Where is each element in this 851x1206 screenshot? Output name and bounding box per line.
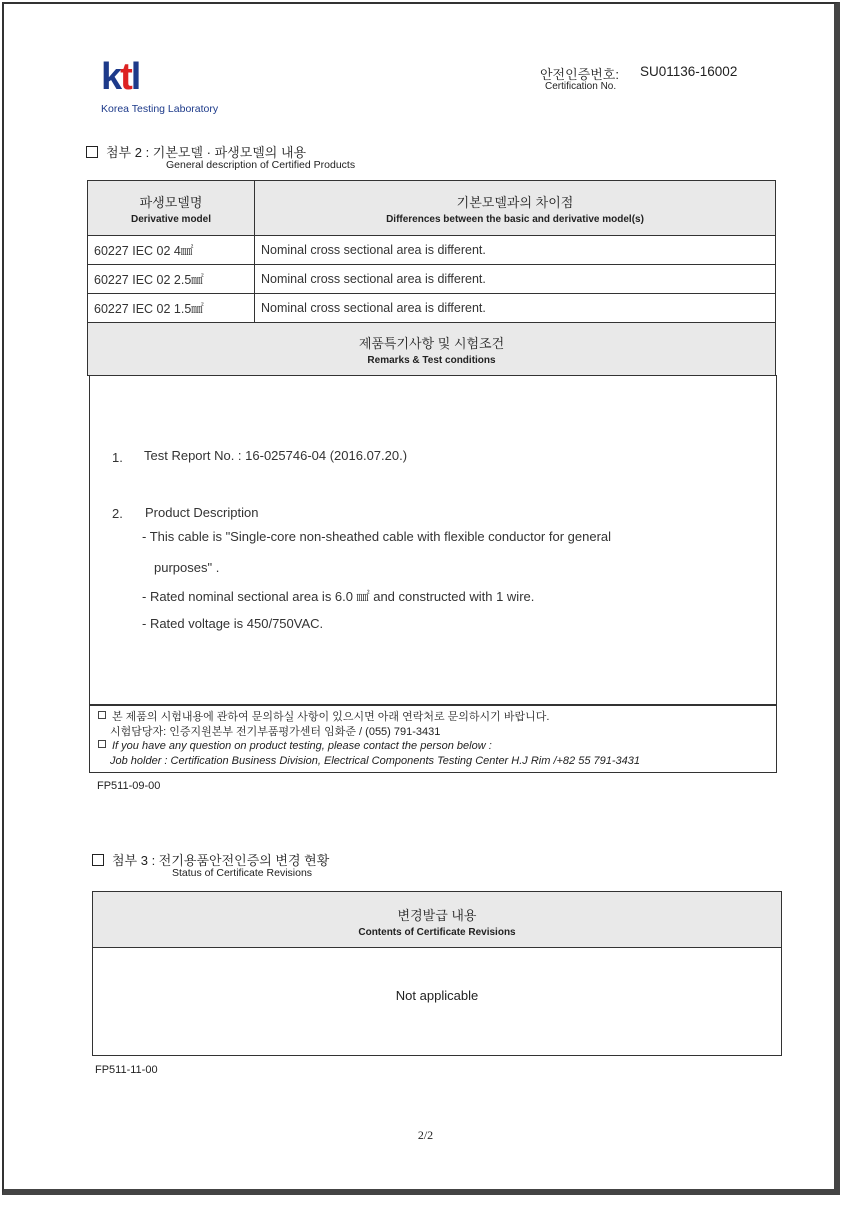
bullet-square-icon [98,711,106,719]
cert-label-en: Certification No. [545,81,617,92]
model-cell: 60227 IEC 02 2.5㎟ [88,265,255,294]
revision-table [92,891,782,1056]
checkbox-icon [92,854,104,866]
description-bullet-3: - Rated voltage is 450/750VAC. [142,616,324,631]
contact-box [89,705,777,773]
derivative-table [87,180,776,376]
col2-header: 기본모델과의 차이점 Differences between the basic and derivative model(s) [255,181,776,236]
description-bullet-1: - This cable is "Single-core non-sheathed cable with flexible conductor for general [142,529,612,544]
attachment2-title: 첨부 2 : 기본모델 · 파생모델의 내용 [86,142,306,161]
item1-number: 1. [112,450,123,465]
col1-header: 파생모델명 Derivative model [88,181,255,236]
attachment3-subtitle: Status of Certificate Revisions [172,867,313,879]
item2-number: 2. [112,506,123,521]
attachment3-title: 첨부 3 : 전기용품안전인증의 변경 현황 [92,850,329,869]
description-bullet-2: - Rated nominal sectional area is 6.0 ㎟ and constructed with 1 wire. [142,589,535,604]
remarks-header-row [88,323,776,376]
contact-en-line2: Job holder : Certification Business Division, Electrical Components Testing Center H.J Rim /+82 55 791-3431 [110,754,640,767]
table-row [88,236,776,265]
model-cell: 60227 IEC 02 1.5㎟ [88,294,255,323]
page-number: 2/2 [417,1128,434,1142]
table-row [88,265,776,294]
difference-cell: Nominal cross sectional area is different. [255,294,776,323]
form-code-2: FP511-11-00 [95,1064,158,1076]
form-code-1: FP511-09-00 [97,780,161,792]
model-cell: 60227 IEC 02 4㎟ [88,236,255,265]
contact-en-line1: If you have any question on product testing, please contact the person below : [98,739,768,754]
remarks-body [89,375,777,705]
cert-label-ko: 안전인증번호: [540,67,619,82]
remarks-header: 제품특기사항 및 시험조건 Remarks & Test conditions [88,323,776,376]
contact-ko-line2: 시험담당자: 인증지원본부 전기부품평가센터 임화준 / (055) 791-3431 [110,725,441,738]
contact-ko-line1: 본 제품의 시험내용에 관하여 문의하실 사항이 있으시면 아래 연락처로 문의하시기 바랍니다. [98,710,768,725]
bullet-square-icon [98,740,106,748]
revision-header: 변경발급 내용 Contents of Certificate Revisions [93,892,781,948]
difference-cell: Nominal cross sectional area is different. [255,265,776,294]
ktl-logo: ktl [101,56,140,98]
checkbox-icon [86,146,98,158]
logo-subtitle: Korea Testing Laboratory [101,103,219,115]
cert-number: SU01136-16002 [640,64,738,79]
item2-title: Product Description [145,505,259,520]
item1-text: Test Report No. : 16-025746-04 (2016.07.20.) [144,448,408,463]
table-row [88,294,776,323]
revision-content: Not applicable [395,988,479,1003]
attachment2-subtitle: General description of Certified Products [166,159,356,171]
difference-cell: Nominal cross sectional area is different. [255,236,776,265]
description-bullet-1-cont: purposes" . [154,560,220,575]
table-header-row [88,181,776,236]
